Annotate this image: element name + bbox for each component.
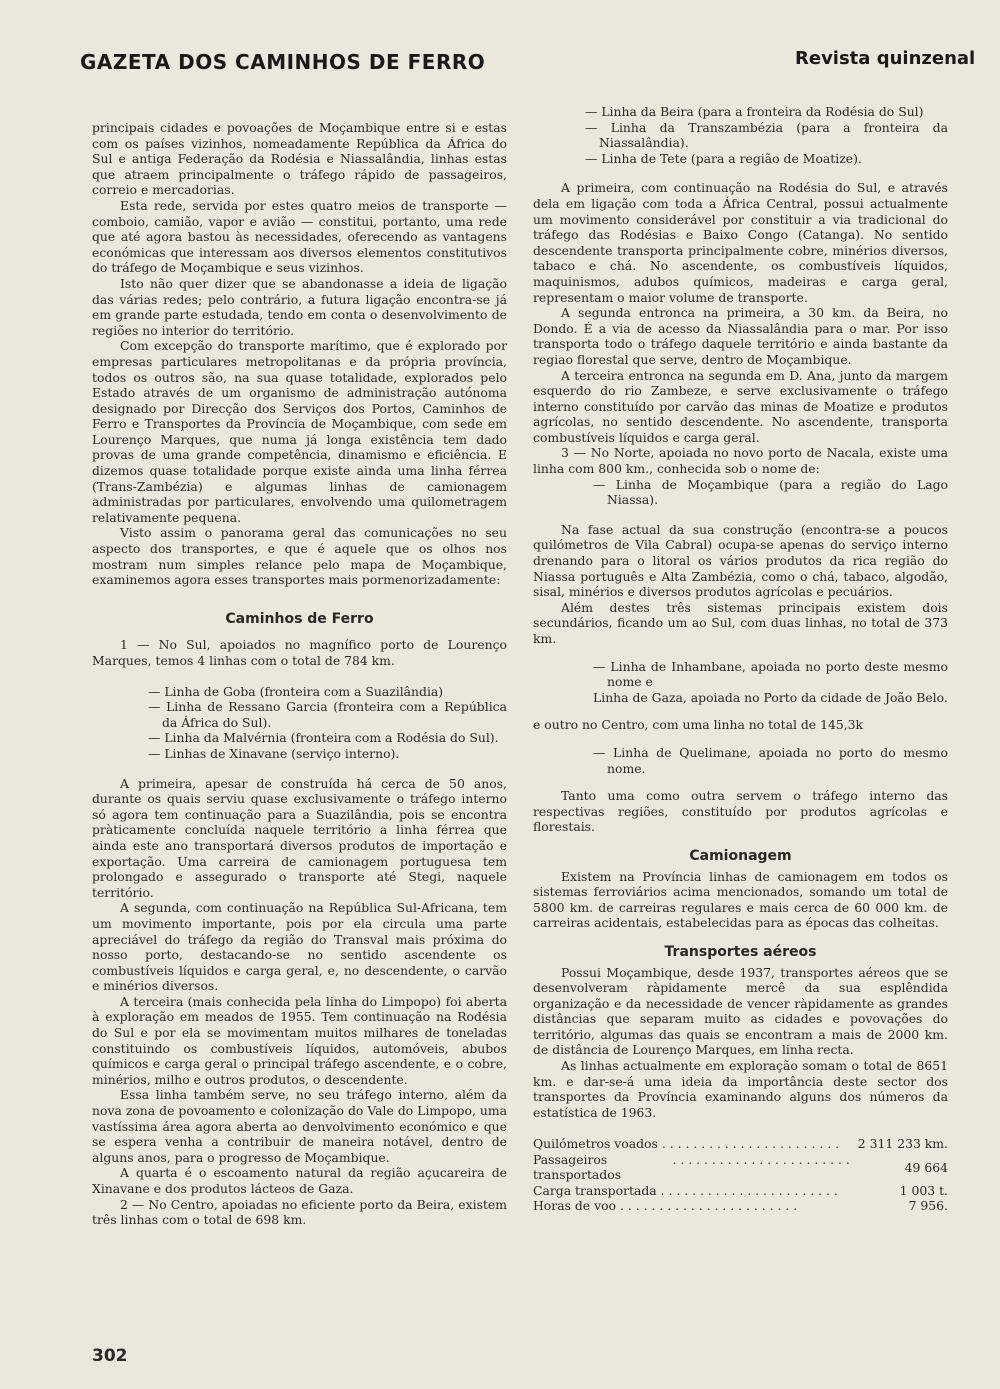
list-item: — Linha da Malvérnia (fronteira com a Rodésia do Sul). — [148, 730, 499, 746]
publication-title: GAZETA DOS CAMINHOS DE FERRO — [80, 50, 486, 74]
stat-label: Quilómetros voados — [533, 1136, 658, 1152]
section-heading-camionagem: Camionagem — [689, 847, 792, 864]
list-item: — Linha da Transzambézia (para a fronteira da Niassalândia). — [585, 119, 948, 151]
stat-value: 7 956. — [908, 1198, 948, 1214]
paragraph: Essa linha também serve, no seu tráfego interno, além da nova zona de povoamento e colonização do Vale do Limpopo, uma vastíssima área agora aberta ao denvolvimento económico e que se espera venha a contribuir de maneira notável, dentro de alguns anos, para o progresso de Moçambique. — [92, 1087, 507, 1165]
stat-label: Carga transportada — [533, 1182, 657, 1198]
railway-lines-centre-list — [585, 104, 948, 166]
list-item: — Linha da Beira (para a fronteira da Rodésia do Sul) — [585, 104, 924, 119]
paragraph: A terceira entronca na segunda em D. Ana, junto da margem esquerdo do rio Zambeze, e serve exclusivamente o tráfego interno constituído por carvão das minas de Moatize e produtos agrícolas, no sentido descendente. No ascendente, transporta combustíveis líquidos e carga geral. — [533, 367, 948, 445]
railway-lines-south-list — [148, 684, 507, 762]
paragraph: principais cidades e povoações de Moçambique entre si e estas com os países vizinhos, nomeadamente República da África do Sul e antiga Federação da Rodésia e Niassalândia, linhas estas que atraem principalmente o tráfego rápido de passageiros, correio e mercadorias. — [92, 120, 507, 198]
stat-value: 2 311 233 km. — [857, 1136, 948, 1152]
list-item: — Linha de Ressano Garcia (fronteira com a República da África do Sul). — [148, 699, 507, 730]
paragraph: Possui Moçambique, desde 1937, transportes aéreos que se desenvolveram ràpidamente mercê da sua esplêndida organização e da necessidade de vencer ràpidamente as grandes distâncias que separam muito as cidades e povovações do território, algumas das quais se encontram a mais de 2000 km. de distância de Lourenço Marques, em linha recta. — [533, 964, 948, 1058]
stat-value: 49 664 — [904, 1159, 948, 1175]
paragraph: 2 — No Centro, apoiadas no eficiente porto da Beira, existem três linhas com o total de 698 km. — [92, 1196, 507, 1228]
table-row: Quilómetros voados . . . . . . . . . . . . . . . . . . . . . . . 2 311 233 km. — [533, 1136, 948, 1152]
paragraph: Isto não quer dizer que se abandonasse a ideia de ligação das várias redes; pelo contrário, a futura ligação encontra-se já em grande parte estudada, tendo em conta o desenvolvimento de regiões no interior do território. — [92, 275, 507, 338]
paragraph: Tanto uma como outra servem o tráfego interno das respectivas regiões, constituído por produtos agrícolas e florestais. — [533, 788, 948, 835]
publication-subtitle: Revista quinzenal — [795, 48, 976, 69]
list-item: — Linha de Goba (fronteira com a Suazilândia) — [148, 683, 444, 699]
paragraph: 3 — No Norte, apoiada no novo porto de Nacala, existe uma linha com 800 km., conhecida sob o nome de: — [533, 445, 948, 477]
paragraph: A primeira, com continuação na Rodésia do Sul, e através dela em ligação com toda a África Central, possui actualmente um movimento considerável por constituir a via tradicional do tráfego das Rodésias e Baixo Congo (Catanga). No sentido descendente transporta principalmente cobre, minérios diversos, tabaco e chá. No ascendente, os combustíveis líquidos, maquinismos, adubos químicos, madeiras e carga geral, representam o maior volume de transporte. — [533, 180, 948, 305]
left-column — [92, 120, 507, 1228]
stat-label: Horas de voo — [533, 1198, 616, 1214]
list-item: Linha de Gaza, apoiada no Porto da cidade de João Belo. — [593, 689, 948, 705]
paragraph: Com excepção do transporte marítimo, que é explorado por empresas particulares metropolitanas e da própria província, todos os outros são, na sua quase totalidade, explorados pelo Estado através de um organismo de administração autónoma designado por Direcção dos Serviços dos Portos, Caminhos de Ferro e Transportes da Província de Moçambique, com sede em Lourenço Marques, que numa já longa existência tem dado provas de uma grande competência, dinamismo e eficiência. E dizemos quase totalidade porque existe ainda uma linha férrea (Trans-Zambézia) e algumas linhas de camionagem administradas por particulares, envolvendo uma quilometragem relativamente pequena. — [92, 338, 507, 525]
stat-value: 1 003 t. — [899, 1182, 948, 1198]
paragraph: A primeira, apesar de construída há cerca de 50 anos, durante os quais serviu quase exclusivamente o tráfego interno só agora tem continuação para a Suazilândia, pois se encontra pràticamente concluída naquele território a linha férrea que ainda este ano transportará diversos produtos de importação e exportação. Uma carreira de camionagem portuguesa tem prolongado e assegurado o transporte até Stegi, naquele território. — [92, 775, 507, 900]
secondary-lines-south-list — [593, 659, 948, 706]
air-transport-stats-table — [533, 1136, 948, 1213]
paragraph: A quarta é o escoamento natural da região açucareira de Xinavane e dos produtos lácteos de Gaza. — [92, 1165, 507, 1196]
right-column — [533, 104, 948, 1213]
paragraph: 1 — No Sul, apoiados no magnífico porto de Lourenço Marques, temos 4 linhas com o total de 784 km. — [92, 637, 507, 668]
stat-label: Passageiros transportados — [533, 1151, 622, 1183]
paragraph: A segunda, com continuação na República Sul-Africana, tem um movimento importante, pois por ela circula uma parte apreciável do tráfego da região do Transval mais próxima do nosso porto, destacando-se no sentido ascendente os combustíveis líquidos e carga geral, e, no descendente, o carvão e minérios diversos. — [92, 900, 507, 994]
paragraph: e outro no Centro, com uma linha no total de 145,3k — [533, 717, 864, 733]
list-item: — Linhas de Xinavane (serviço interno). — [148, 745, 400, 761]
paragraph: Na fase actual da sua construção (encontra-se a poucos quilómetros de Vila Cabral) ocupa-se apenas do serviço interno drenando para o litoral os vários produtos da rica região do Niassa português e Alta Zambézia, como o chá, tabaco, algodão, sisal, minérios e diversos produtos agrícolas e pecuários. — [533, 521, 948, 600]
list-item: — Linha de Inhambane, apoiada no porto deste mesmo nome e — [593, 658, 948, 690]
paragraph: As linhas actualmente em exploração somam o total de 8651 km. e dar-se-á uma ideia da importância deste sector dos transportes da Província examinando alguns dos números da estatística de 1963. — [533, 1058, 948, 1120]
list-item: — Linha de Quelimane, apoiada no porto do mesmo nome. — [593, 744, 948, 776]
railway-lines-north-list — [593, 477, 948, 508]
table-row: Carga transportada . . . . . . . . . . . . . . . . . . . . . . . 1 003 t. — [533, 1182, 948, 1198]
paragraph: A terceira (mais conhecida pela linha do Limpopo) foi aberta à exploração em meados de 1955. Tem continuação na Rodésia do Sul e por ela se movimentam muitos milhares de toneladas constituindo os combustíveis líquidos, automóveis, abubos químicos e carga geral o principal tráfego ascendente, e o cobre, minérios, milho e outros produtos, o descendente. — [92, 993, 507, 1087]
paragraph: Visto assim o panorama geral das comunicações no seu aspecto dos transportes, e que é aquele que os olhos nos mostram num simples relance pelo mapa de Moçambique, examinemos agora esses transportes mais pormenorizadamente: — [92, 525, 507, 588]
page-number: 302 — [92, 1346, 128, 1366]
paragraph: Além destes três sistemas principais existem dois secundários, ficando um ao Sul, com duas linhas, no total de 373 km. — [533, 599, 948, 646]
paragraph: A segunda entronca na primeira, a 30 km. da Beira, no Dondo. É a via de acesso da Niassalândia para o mar. Por isso transporta todo o tráfego daquele território e ainda bastante da regiao florestal que serve, dentro de Moçambique. — [533, 305, 948, 367]
list-item: — Linha de Tete (para a região de Moatize). — [585, 150, 862, 166]
paragraph: Esta rede, servida por estes quatro meios de transporte — comboio, camião, vapor e avião — constitui, portanto, uma rede que até agora bastou às necessidades, oferecendo as vantagens económicas que interessam aos diversos elementos constitutivos do tráfego de Moçambique e seus vizinhos. — [92, 197, 507, 276]
table-row: Passageiros transportados . . . . . . . . . . . . . . . . . . . . . . . 49 664 — [533, 1151, 948, 1183]
secondary-lines-centre-list — [593, 745, 948, 776]
section-heading-transportes-aereos: Transportes aéreos — [664, 943, 817, 960]
paragraph: Existem na Província linhas de camionagem em todos os sistemas ferroviários acima mencionados, somando um total de 5800 km. de carreiras regulares e mais cerca de 60 000 km. de carreiras acidentais, estabelecidas para as épocas das colheitas. — [533, 868, 948, 931]
list-item: — Linha de Moçambique (para a região do Lago Niassa). — [593, 476, 948, 508]
table-row: Horas de voo . . . . . . . . . . . . . . . . . . . . . . . 7 956. — [533, 1198, 948, 1214]
section-heading-caminhos-de-ferro: Caminhos de Ferro — [225, 610, 374, 627]
